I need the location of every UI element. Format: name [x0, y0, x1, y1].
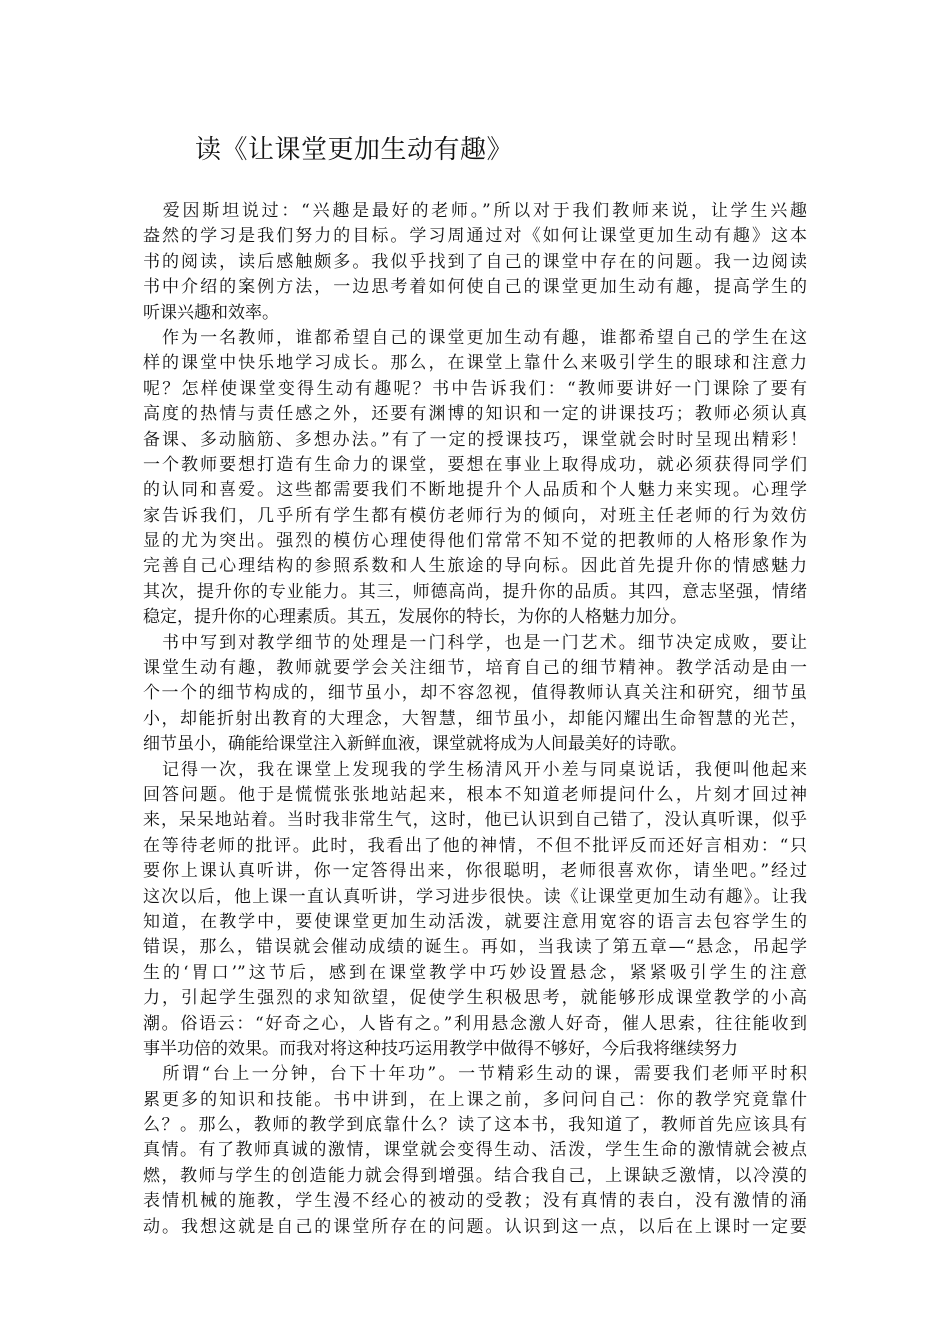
text-line: 生的‘胃口’”这节后，感到在课堂教学中巧妙设置悬念，紧紧吸引学生的注意 [143, 962, 807, 983]
text-line: 其次，提升你的专业能力。其三，师德高尚，提升你的品质。其四，意志坚强，情绪 [143, 581, 807, 602]
text-line: 真情。有了教师真诚的激情，课堂就会变得生动、活泼，学生生命的激情就会被点 [143, 1140, 807, 1161]
text-line: 知道，在教学中，要使课堂更加生动活泼，就要注意用宽容的语言去包容学生的 [143, 911, 807, 932]
text-line: 表情机械的施教，学生漫不经心的被动的受教；没有真情的表白，没有激情的涌 [143, 1191, 807, 1212]
text-line: 书中介绍的案例方法，一边思考着如何使自己的课堂更加生动有趣，提高学生的 [143, 277, 807, 298]
text-line: 错误，那么，错误就会催动成绩的诞生。再如，当我读了第五章—“悬念，吊起学 [143, 937, 807, 958]
text-line: 要你上课认真听讲，你一定答得出来，你很聪明，老师很喜欢你，请坐吧。”经过 [143, 861, 807, 882]
text-line: 书的阅读，读后感触颇多。我似乎找到了自己的课堂中存在的问题。我一边阅读 [143, 251, 807, 272]
text-line: 累更多的知识和技能。书中讲到，在上课之前，多问问自己：你的教学究竟靠什 [143, 1089, 807, 1110]
text-line: 这次以后，他上课一直认真听讲，学习进步很快。读《让课堂更加生动有趣》。让我 [143, 886, 807, 907]
text-line: 回答问题。他于是慌慌张张地站起来，根本不知道老师提问什么，片刻才回过神 [143, 784, 807, 805]
text-line: 来，呆呆地站着。当时我非常生气，这时，他已认识到自己错了，没认真听课，似乎 [143, 810, 807, 831]
text-line: 完善自己心理结构的参照系数和人生旅途的导向标。因此首先提升你的情感魅力 [143, 556, 807, 577]
text-line: 燃，教师与学生的创造能力就会得到增强。结合我自己，上课缺乏激情，以冷漠的 [143, 1165, 807, 1186]
text-line: 事半功倍的效果。而我对将这种技巧运用教学中做得不够好，今后我将继续努力 [143, 1038, 738, 1059]
document-title: 读《让课堂更加生动有趣》 [195, 135, 514, 165]
text-line: 所谓“台上一分钟，台下十年功”。一节精彩生动的课，需要我们老师平时积 [143, 1064, 807, 1085]
text-line: 一个教师要想打造有生命力的课堂，要想在事业上取得成功，就必须获得同学们 [143, 454, 807, 475]
text-line: 稳定，提升你的心理素质。其五，发展你的特长，为你的人格魅力加分。 [143, 607, 687, 628]
text-line: 力，引起学生强烈的求知欲望，促使学生积极思考，就能够形成课堂教学的小高 [143, 988, 807, 1009]
text-line: 爱因斯坦说过：“兴趣是最好的老师。”所以对于我们教师来说，让学生兴趣 [143, 201, 807, 221]
text-line: 书中写到对教学细节的处理是一门科学，也是一门艺术。细节决定成败，要让 [143, 632, 807, 653]
document-body [143, 199, 807, 1240]
text-line: 听课兴趣和效率。 [143, 302, 279, 323]
text-line: 动。我想这就是自己的课堂所存在的问题。认识到这一点，以后在上课时一定要 [143, 1216, 807, 1237]
text-line: 在等待老师的批评。此时，我看出了他的神情，不但不批评反而还好言相劝：“只 [143, 835, 807, 856]
text-line: 样的课堂中快乐地学习成长。那么，在课堂上靠什么来吸引学生的眼球和注意力 [143, 353, 807, 374]
text-line: 么？。那么，教师的教学到底靠什么？读了这本书，我知道了，教师首先应该具有 [143, 1115, 807, 1136]
text-line: 小，却能折射出教育的大理念，大智慧，细节虽小，却能闪耀出生命智慧的光芒， [143, 708, 807, 729]
text-line: 家告诉我们，几乎所有学生都有模仿老师行为的倾向，对班主任老师的行为效仿 [143, 505, 807, 526]
text-line: 个一个的细节构成的，细节虽小，却不容忽视，值得教师认真关注和研究，细节虽 [143, 683, 807, 704]
text-line: 显的尤为突出。强烈的模仿心理使得他们常常不知不觉的把教师的人格形象作为 [143, 531, 807, 552]
text-line: 潮。俗语云：“好奇之心，人皆有之。”利用悬念激人好奇，催人思索，往往能收到 [143, 1013, 807, 1034]
text-line: 的认同和喜爱。这些都需要我们不断地提升个人品质和个人魅力来实现。心理学 [143, 480, 807, 501]
text-line: 备课、多动脑筋、多想办法。”有了一定的授课技巧，课堂就会时时呈现出精彩！ [143, 429, 807, 450]
text-line: 呢？怎样使课堂变得生动有趣呢？书中告诉我们：“教师要讲好一门课除了要有 [143, 378, 807, 399]
text-line: 细节虽小，确能给课堂注入新鲜血液，课堂就将成为人间最美好的诗歌。 [143, 734, 687, 755]
text-line: 高度的热情与责任感之外，还要有渊博的知识和一定的讲课技巧；教师必须认真 [143, 404, 807, 425]
text-line: 记得一次，我在课堂上发现我的学生杨清风开小差与同桌说话，我便叫他起来 [143, 759, 807, 780]
text-line: 作为一名教师，谁都希望自己的课堂更加生动有趣，谁都希望自己的学生在这 [143, 327, 807, 348]
text-line: 课堂生动有趣，教师就要学会关注细节，培育自己的细节精神。教学活动是由一 [143, 658, 807, 679]
text-line: 盎然的学习是我们努力的目标。学习周通过对《如何让课堂更加生动有趣》这本 [143, 226, 807, 247]
